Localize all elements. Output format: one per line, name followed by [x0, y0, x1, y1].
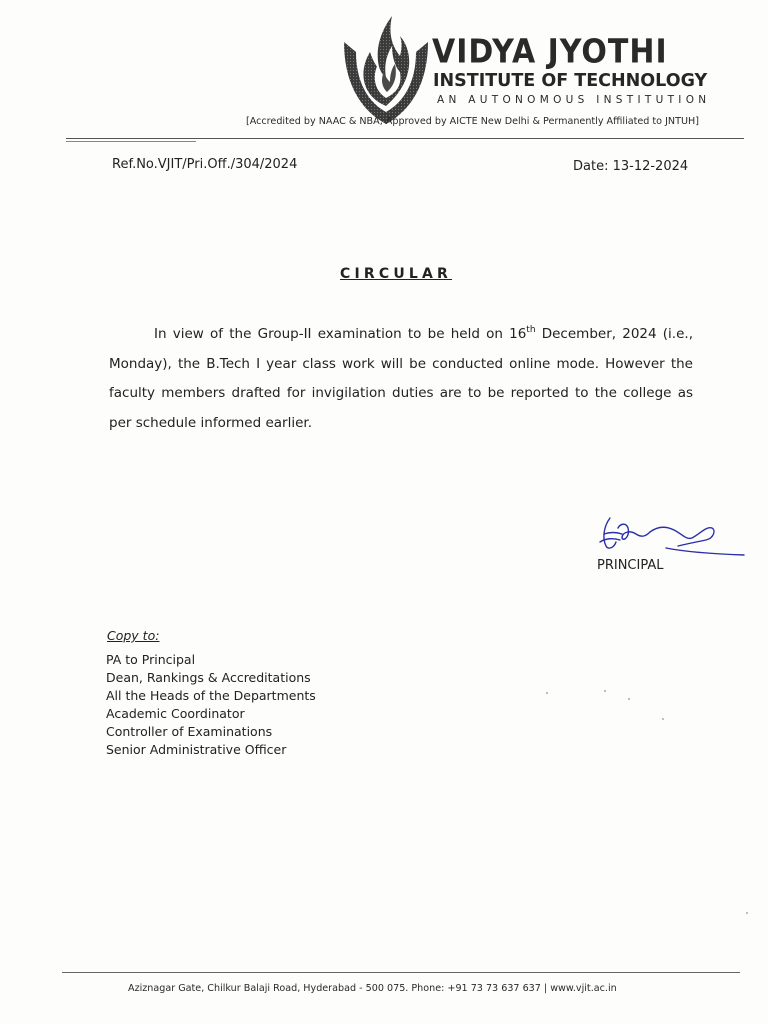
circular-title: CIRCULAR	[340, 266, 453, 282]
recipient-item: Controller of Examinations	[106, 724, 273, 739]
copy-to-label: Copy to:	[107, 628, 160, 643]
scan-speck	[546, 692, 548, 694]
scan-speck	[662, 718, 664, 720]
header-divider	[66, 138, 744, 139]
body-part-2: December, 2024 (i.e., Monday), the B.Tech I year class work will be conducted online mode. However the faculty members drafted for invigilation duties are to be reported to the college as per schedule informed earlier.	[109, 326, 693, 431]
reference-number: Ref.No.VJIT/Pri.Off./304/2024	[112, 157, 298, 172]
institution-name: VIDYA JYOTHI	[432, 32, 668, 72]
recipient-item: Academic Coordinator	[106, 706, 245, 721]
principal-designation: PRINCIPAL	[597, 558, 664, 573]
header-divider-accent	[66, 141, 196, 142]
circular-body	[109, 320, 693, 438]
institution-subtitle: INSTITUTE OF TECHNOLOGY	[433, 71, 708, 91]
circular-date: Date: 13-12-2024	[573, 159, 689, 174]
footer-address: Aziznagar Gate, Chilkur Balaji Road, Hyderabad - 500 075. Phone: +91 73 73 637 637 | www.vjit.ac.in	[128, 983, 617, 994]
body-part-1: In view of the Group-II examination to be held on 16	[154, 326, 527, 342]
body-superscript: th	[526, 325, 536, 335]
institution-tagline: AN AUTONOMOUS INSTITUTION	[437, 94, 711, 106]
scan-speck	[746, 912, 748, 914]
recipient-item: Senior Administrative Officer	[106, 742, 287, 757]
recipient-item: PA to Principal	[106, 652, 196, 667]
accreditation-line: [Accredited by NAAC & NBA, Approved by AICTE New Delhi & Permanently Affiliated to JNTUH]	[246, 116, 699, 127]
flame-shield-icon	[340, 12, 432, 126]
recipient-item: All the Heads of the Departments	[106, 688, 316, 703]
principal-signature	[596, 508, 746, 560]
recipient-item: Dean, Rankings & Accreditations	[106, 670, 311, 685]
footer-divider	[62, 972, 740, 973]
scan-speck	[628, 698, 630, 700]
copy-to-list	[106, 651, 316, 759]
scan-speck	[604, 690, 606, 692]
